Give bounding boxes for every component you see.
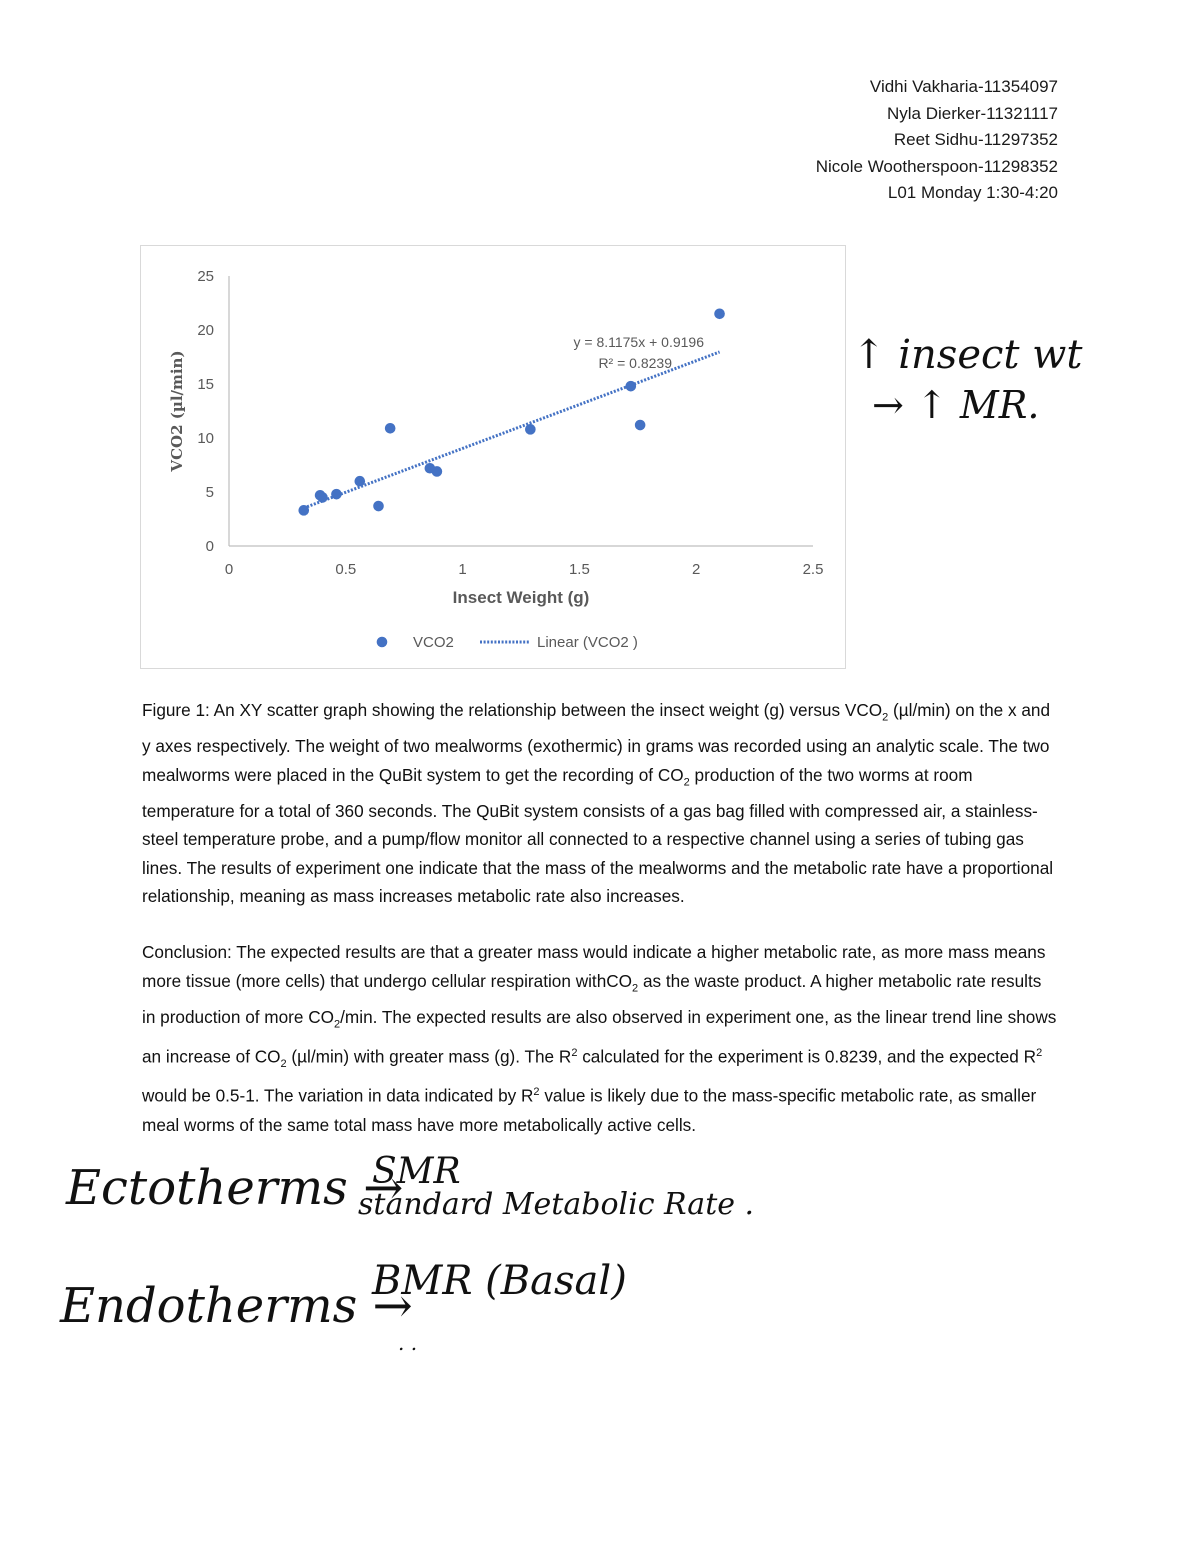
y-tick-label: 10 — [197, 430, 214, 447]
conclusion-superscript: 2 — [571, 1046, 578, 1059]
y-tick-label: 0 — [205, 538, 214, 555]
note-endotherms: Endotherms → — [60, 1278, 413, 1334]
conclusion-text: Conclusion: The expected results are that a greater mass would indicate a higher metabolic rate, as more mass means more tissue (more cells) that undergo cellular respiration withCO — [142, 942, 1046, 991]
x-tick-label: 1 — [458, 561, 467, 578]
x-tick-label: 0.5 — [335, 561, 357, 578]
note-standard-metabolic-rate: standard Metabolic Rate . — [358, 1187, 755, 1222]
note-bmr: BMR (Basal) — [372, 1258, 627, 1304]
conclusion-text: as the waste product. A higher metabolic rate results in production of more CO — [142, 970, 1042, 1027]
caption-text: production of the two worms at room temperature for a total of 360 seconds. The QuBit system consists of a gas bag filled with compressed air, a stainless-steel temperature probe, and a pump/flow monitor all connected to a respective channel using a series of tubing gas lines. The results of experiment one indicate that the mass of the mealworms and the metabolic rate have a proportional relationship, meaning as mass increases metabolic rate also increases. — [142, 764, 1054, 907]
conclusion-superscript: 2 — [1036, 1046, 1043, 1059]
conclusion-text: /min. The expected results are also observed in experiment one, as the linear trend line shows an increase of CO — [142, 1006, 1057, 1067]
note-ectotherms: Ectotherms → — [66, 1160, 404, 1216]
y-tick-label: 15 — [197, 376, 214, 393]
y-tick-label: 5 — [205, 484, 214, 501]
note-smr: SMR — [372, 1151, 461, 1192]
conclusion-superscript: 2 — [533, 1086, 540, 1099]
note-dots: . . — [398, 1331, 418, 1355]
author-line: Vidhi Vakharia-11354097 — [869, 77, 1058, 96]
author-line: Nicole Wootherspoon-11298352 — [815, 156, 1058, 176]
x-tick-label: 2 — [692, 561, 701, 578]
trendline-r2: R² = 0.8239 — [598, 355, 672, 371]
author-line: Nyla Dierker-11321117 — [886, 103, 1058, 123]
note-metabolic-rate: → ↑ MR. — [872, 383, 1040, 427]
conclusion-text: (µl/min) with greater mass (g). The R — [286, 1046, 572, 1067]
legend-label-vco2: VCO2 — [413, 634, 454, 651]
note-insect-weight: ↑ insect wt — [852, 332, 1083, 378]
caption-text: (µl/min) on the x and y axes respectively. The weight of two mealworms (exothermic) in grams was recorded using an analytic scale. The two mealworms were placed in the QuBit system to get the recording of CO — [142, 700, 1051, 785]
trendline-equation: y = 8.1175x + 0.9196 — [573, 334, 704, 350]
x-axis-title: Insect Weight (g) — [452, 588, 590, 607]
y-tick-label: 20 — [197, 322, 214, 339]
legend-label-linear: Linear (VCO2 ) — [537, 634, 638, 651]
conclusion-subscript: 2 — [334, 1018, 341, 1031]
x-tick-label: 2.5 — [802, 561, 824, 578]
conclusion-text: would be 0.5-1. The variation in data indicated by R — [142, 1086, 534, 1107]
y-tick-label: 25 — [197, 268, 214, 285]
caption-subscript: 2 — [683, 776, 690, 789]
conclusion-subscript: 2 — [632, 982, 639, 995]
author-line: Reet Sidhu-11297352 — [893, 130, 1058, 149]
conclusion-text: calculated for the experiment is 0.8239, and the expected R — [577, 1046, 1037, 1067]
x-tick-label: 1.5 — [568, 561, 590, 578]
caption-subscript: 2 — [882, 711, 889, 724]
section-line: L01 Monday 1:30-4:20 — [887, 183, 1058, 202]
conclusion-subscript: 2 — [280, 1057, 287, 1070]
y-axis-title: VCO2 (µl/min) — [168, 350, 186, 472]
conclusion-text: value is likely due to the mass-specific metabolic rate, as smaller meal worms of the same total mass have more metabolically active cells. — [142, 1086, 1037, 1135]
caption-text: Figure 1: An XY scatter graph showing the relationship between the insect weight (g) versus VCO — [142, 700, 883, 720]
x-tick-label: 0 — [224, 561, 234, 578]
